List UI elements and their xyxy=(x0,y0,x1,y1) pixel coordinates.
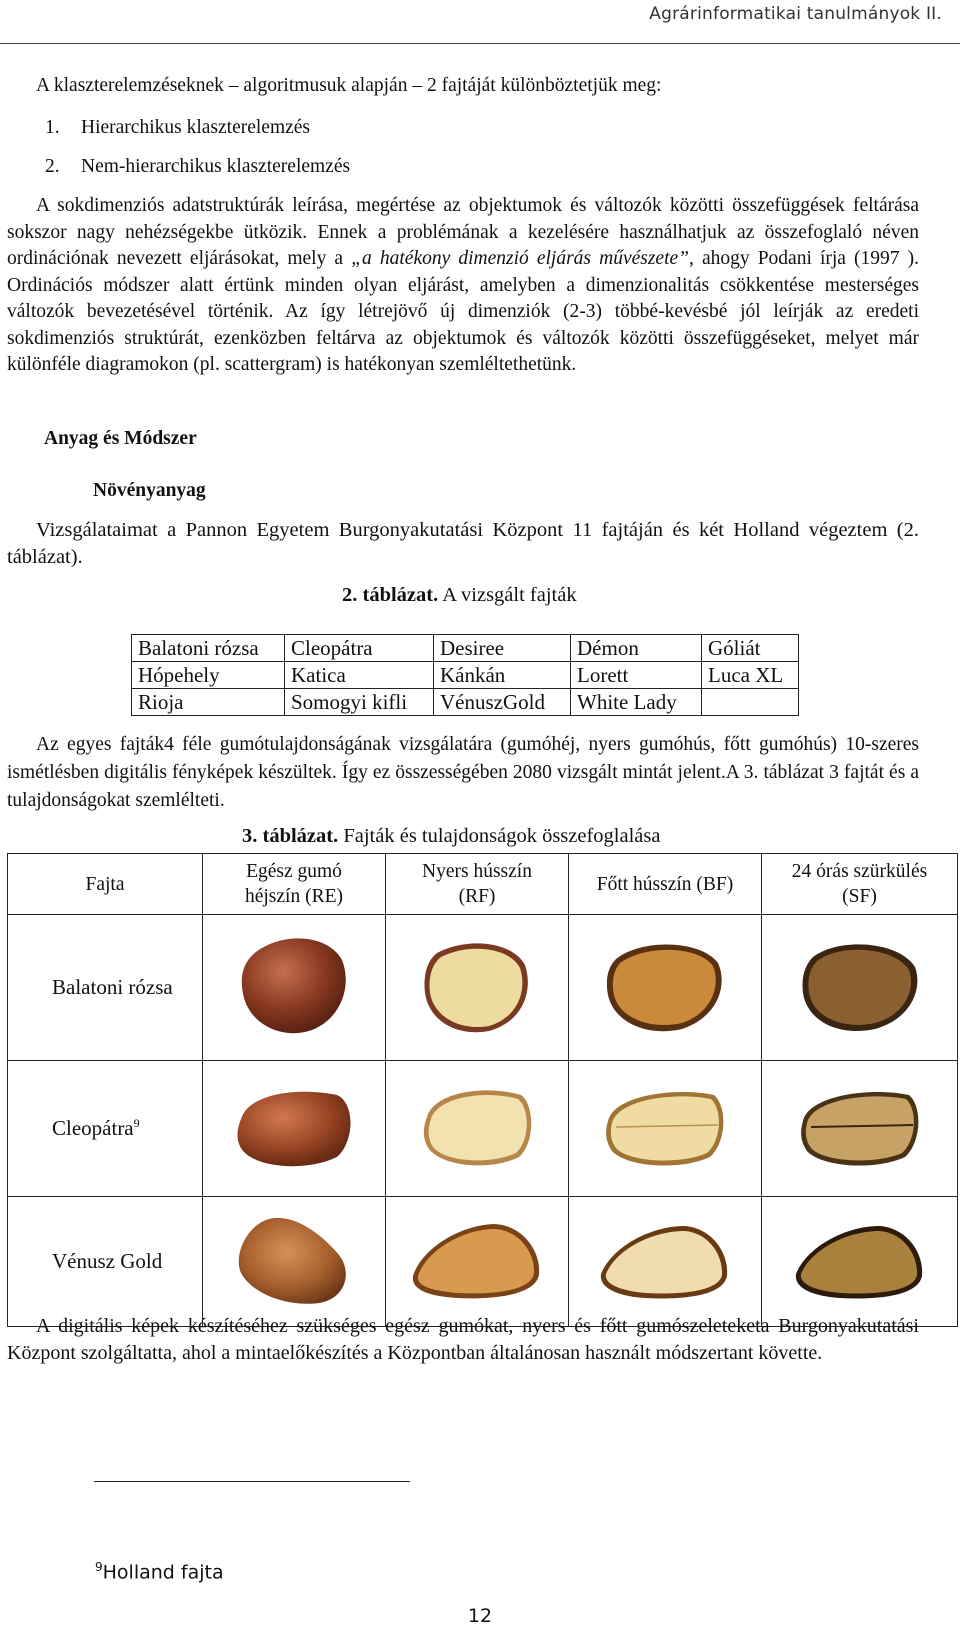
cooked-slice xyxy=(600,933,730,1037)
list-item xyxy=(45,117,310,139)
material-paragraph: Vizsgálataimat a Pannon Egyetem Burgonyakutatási Központ 11 fajtáján és két Holland végeztem (2. táblázat). xyxy=(7,519,919,568)
table-cell: Katica xyxy=(285,662,434,689)
greying-slice xyxy=(795,1081,925,1171)
whole-tuber-red xyxy=(234,930,354,1040)
list-item xyxy=(45,156,350,178)
header-line: (SF) xyxy=(842,886,877,907)
header-re xyxy=(203,854,386,915)
header-rf xyxy=(386,854,569,915)
section-heading: Anyag és Módszer xyxy=(44,428,197,449)
tuber-photo-rf xyxy=(386,1197,569,1327)
table-row xyxy=(132,689,799,716)
table-cell: Luca XL xyxy=(702,662,799,689)
tuber-photo-sf xyxy=(762,915,958,1061)
header-sf xyxy=(762,854,958,915)
final-paragraph: A digitális képek készítéséhez szükséges egész gumókat, nyers és főtt gumószeleteketa Burgonyakutatási Központ szolgáltatta, ahol a mintaelőkészítés a Központban általánosan használt módszertant követte. xyxy=(7,1315,919,1364)
table-cell: White Lady xyxy=(571,689,702,716)
cooked-slice xyxy=(595,1214,735,1304)
tuber-photo-rf xyxy=(386,915,569,1061)
table-row xyxy=(132,662,799,689)
varieties-table xyxy=(131,634,799,716)
table-cell xyxy=(702,689,799,716)
tuber-photo-bf xyxy=(569,1061,762,1197)
table3-caption xyxy=(242,825,660,848)
properties-table xyxy=(7,853,958,1327)
subsection-heading: Növényanyag xyxy=(93,480,206,501)
caption-text: Fajták és tulajdonságok összefoglalása xyxy=(338,825,661,847)
list-text: Nem-hierarchikus klaszterelemzés xyxy=(81,156,351,177)
footnote-marker: 9 xyxy=(133,1116,140,1130)
caption-label: 2. táblázat. xyxy=(342,584,439,606)
table-cell: Cleopátra xyxy=(285,635,434,662)
page-number: 12 xyxy=(467,1605,493,1627)
list-number: 1. xyxy=(45,117,60,138)
variety-name: Cleopátra xyxy=(52,1116,134,1140)
ordination-paragraph xyxy=(7,193,919,379)
header-line: Nyers hússzín xyxy=(422,861,532,882)
variety-label xyxy=(8,1061,203,1197)
table-cell: VénuszGold xyxy=(434,689,571,716)
tuber-photo-bf xyxy=(569,1197,762,1327)
table-cell: Balatoni rózsa xyxy=(132,635,285,662)
table-cell: Lorett xyxy=(571,662,702,689)
greying-slice xyxy=(795,933,925,1037)
tuber-photo-rf xyxy=(386,1061,569,1197)
table-cell: Somogyi kifli xyxy=(285,689,434,716)
caption-label: 3. táblázat. xyxy=(242,825,339,847)
table-cell: Desiree xyxy=(434,635,571,662)
table-cell: Kánkán xyxy=(434,662,571,689)
table-row xyxy=(132,635,799,662)
tuber-photo-bf xyxy=(569,915,762,1061)
header-line: héjszín (RE) xyxy=(244,886,343,907)
quote: „a hatékony dimenzió eljárás művészete” xyxy=(351,248,689,269)
table-row xyxy=(8,1197,958,1327)
raw-slice xyxy=(407,1214,547,1304)
table-header-row xyxy=(8,854,958,915)
header-line: 24 órás szürkülés xyxy=(791,861,928,882)
raw-slice xyxy=(417,1081,537,1171)
list-text: Hierarchikus klaszterelemzés xyxy=(81,117,311,138)
paragraph-text: , ahogy Podani írja (1997 ). Ordinációs módszer alatt értünk minden olyan eljárást, amelyben a dimenzionalitás csökkentése mesterséges változók bevezetésével történik. Az így létrejövő új dimenziók (2-3) többé-kevésbé jól leírják az eredeti sokdimenziós struktúrát, ezenközben feltárva az objektumok és változók közötti összefüggéseket, melyet már különféle diagramokon (pl. scattergram) is hatékonyan szemléltethetünk. xyxy=(7,248,919,375)
header-line: Egész gumó xyxy=(246,861,342,882)
footnote xyxy=(95,1560,224,1583)
samples-paragraph: Az egyes fajták4 féle gumótulajdonságának vizsgálatára (gumóhéj, nyers gumóhús, főtt gumóhús) 10-szeres ismétlésben digitális fényképek készültek. Így ez összességében 2080 vizsgált mintát jelent.A 3. táblázat 3 fajtát és a tulajdonságokat szemlélteti. xyxy=(7,734,919,811)
tuber-photo-re xyxy=(203,1197,386,1327)
footnote-number: 9 xyxy=(95,1560,103,1574)
footnote-rule xyxy=(94,1481,410,1482)
tuber-photo-re xyxy=(203,1061,386,1197)
greying-slice xyxy=(790,1214,930,1304)
table2-caption xyxy=(342,584,577,607)
whole-tuber-gold xyxy=(229,1209,359,1309)
table-cell: Góliát xyxy=(702,635,799,662)
raw-slice xyxy=(417,933,537,1037)
footnote-text: Holland fajta xyxy=(102,1561,224,1584)
caption-text: A vizsgált fajták xyxy=(438,584,577,606)
whole-tuber-red xyxy=(229,1081,359,1171)
header-bf: Főtt hússzín (BF) xyxy=(569,854,762,915)
table-row xyxy=(8,915,958,1061)
tuber-photo-re xyxy=(203,915,386,1061)
header-rule xyxy=(0,43,960,44)
tuber-photo-sf xyxy=(762,1197,958,1327)
variety-label: Balatoni rózsa xyxy=(8,915,203,1061)
variety-label: Vénusz Gold xyxy=(8,1197,203,1327)
header-line: (RF) xyxy=(458,886,496,907)
cooked-slice xyxy=(600,1081,730,1171)
table-cell: Démon xyxy=(571,635,702,662)
intro-lead: A klaszterelemzéseknek – algoritmusuk alapján – 2 fajtáját különböztetjük meg: xyxy=(36,75,662,96)
tuber-photo-sf xyxy=(762,1061,958,1197)
paragraph-text: A sokdimenziós adatstruktúrák leírása, megértése az objektumok és változók közötti összefüggések feltárása sokszor nagy nehézségekbe ütközik. Ennek a problémának a kezelésére használhatjuk az összefoglaló néven ordinációnak nevezett eljárásokat, mely a xyxy=(7,195,919,269)
list-number: 2. xyxy=(45,156,60,177)
table-cell: Hópehely xyxy=(132,662,285,689)
table-cell: Rioja xyxy=(132,689,285,716)
header-fajta: Fajta xyxy=(8,854,203,915)
running-header: Agrárinformatikai tanulmányok II. xyxy=(649,4,942,24)
table-row xyxy=(8,1061,958,1197)
